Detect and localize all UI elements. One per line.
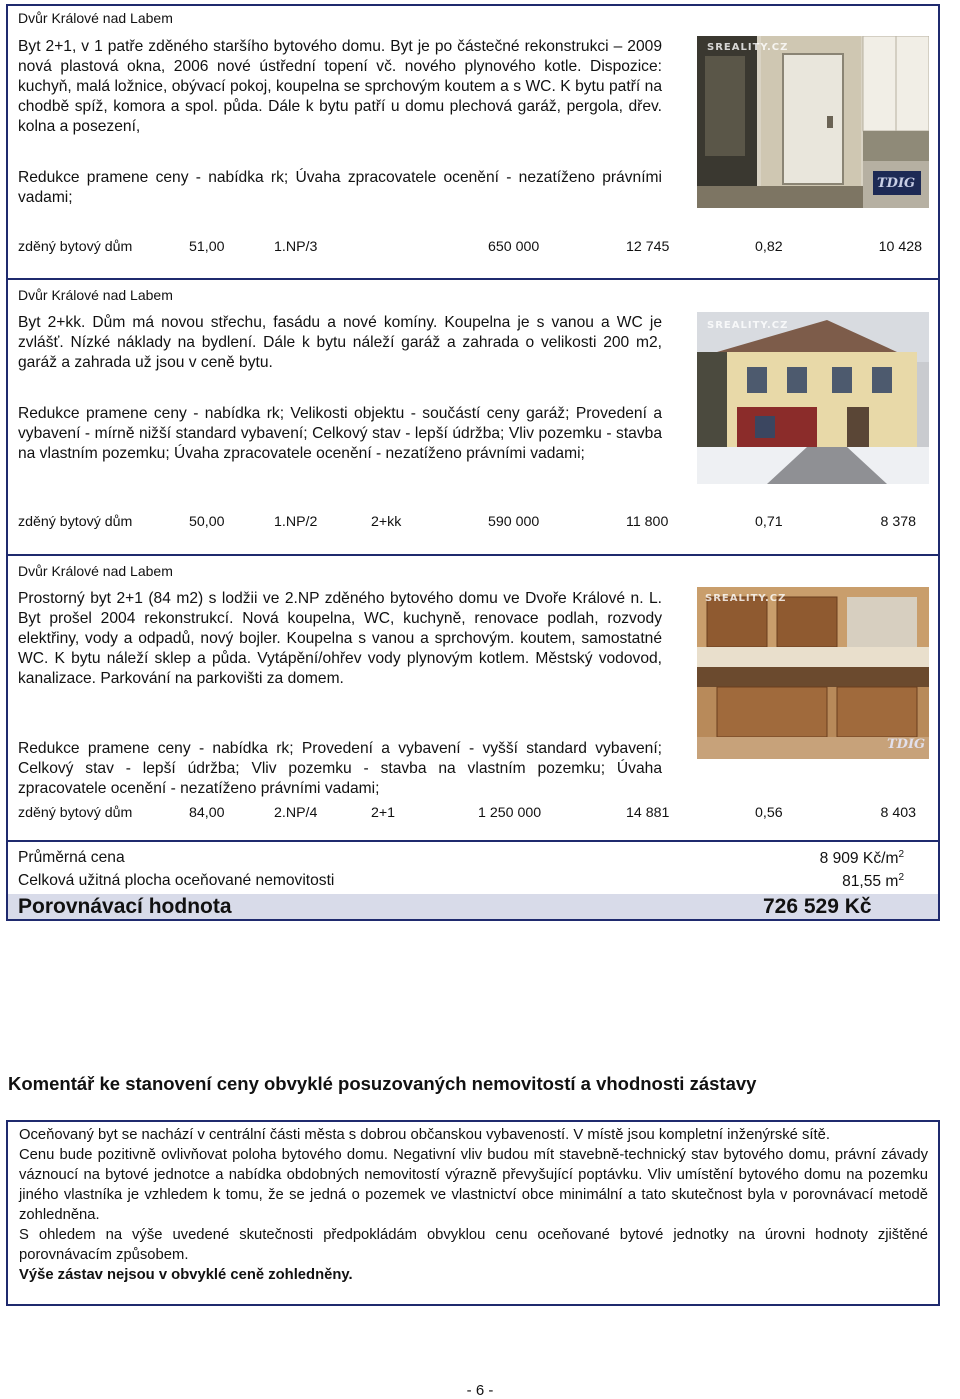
photo-watermark: SREALITY.CZ [705,593,787,604]
unit-price: 12 745 [626,239,670,255]
adjusted-price: 10 428 [878,239,922,255]
listing-city: Dvůr Králové nad Labem [18,10,173,26]
listing-data-row [18,514,922,534]
listing-description: Prostorný byt 2+1 (84 m2) s lodžii ve 2.NP zděného bytového domu ve Dvoře Králové n. L. Byt prošel 2004 rekonstrukcí. Nová koupelna, WC, kuchyně, renovace podlah, rozvody elektřiny, vody a odpadů, nový bojler. Koupelna s vanou a sprchovým. koutem, samostatné WC. K bytu náleží sklep a půda. Vytápění/ohřev vody plynovým kotlem. Městský vodovod, kanalizace. Parkování na parkovišti za domem. [18,590,662,687]
listing-city: Dvůr Králové nad Labem [18,563,173,579]
usable-area-label: Celková užitná plocha oceňované nemovitosti [18,872,335,889]
floor-area: 84,00 [189,805,225,821]
usable-area-value: 81,55 m [842,873,899,891]
adjusted-price: 8 403 [880,805,916,821]
comment-heading: Komentář ke stanovení ceny obvyklé posuzovaných nemovitostí a vhodnosti zástavy [8,1073,757,1094]
photo-logo: TDIG [887,737,926,752]
building-type: zděný bytový dům [18,805,133,821]
floor-area: 50,00 [189,514,225,530]
price: 1 250 000 [478,805,542,821]
photo-watermark: SREALITY.CZ [707,320,789,331]
average-price-row [18,849,922,867]
listing-reduction: Redukce pramene ceny - nabídka rk; Velikosti objektu - součástí ceny garáž; Provedení a vybavení - mírně nižší standard vybavení; Celkový stav - lepší údržba; Vliv pozemku - stavba na vlastním pozemku; Úvaha zpracovatele ocenění - nezatíženo právními vadami; [18,405,662,462]
listing-divider [6,840,940,842]
comparative-value-label: Porovnávací hodnota [18,895,232,918]
price: 590 000 [488,514,540,530]
listing-data-row [18,239,922,259]
listing-photo-house-exterior [697,312,929,484]
listing-data-row [18,805,922,825]
listing-photo-kitchen-interior [697,36,929,208]
average-price-value: 8 909 Kč/m [819,850,899,868]
comment-paragraph: S ohledem na výše uvedené skutečnosti předpokládám obvyklou cenu oceňované bytové jednotky na úrovni hodnoty zjištěné porovnávacím způsobem. [19,1227,928,1263]
floor: 1.NP/2 [274,514,318,530]
layout: 2+kk [371,514,402,530]
comparative-value-row [8,894,938,919]
listing-description: Byt 2+kk. Dům má novou střechu, fasádu a nové komíny. Koupelna je s vanou a WC je zvlášť. Nízké náklady na bydlení. Dále k bytu náleží garáž a zahrada o velikosti 200 m2, garáž a zahrada už jsou v ceně bytu. [18,314,662,371]
coefficient: 0,82 [755,239,783,255]
listing-reduction: Redukce pramene ceny - nabídka rk; Úvaha zpracovatele ocenění - nezatíženo právními vadami; [18,169,662,206]
coefficient: 0,71 [755,514,783,530]
floor-area: 51,00 [189,239,225,255]
photo-watermark: SREALITY.CZ [707,42,789,53]
listing-description: Byt 2+1, v 1 patře zděného staršího bytového domu. Byt je po částečné rekonstrukci – 2009 nová plastová okna, 2006 nové ústřední topení vč. nového plynového kotle. Dispozice: kuchyň, malá ložnice, obývací pokoj, koupelna se sprchovým koutem a s WC. K bytu patří na chodbě spíž, komora a spol. půda. Dále k bytu patří u domu plechová garáž, pergola, dřev. kolna a posezení, [18,38,662,135]
listing-city: Dvůr Králové nad Labem [18,287,173,303]
listing-divider [6,278,940,280]
comment-paragraph: Cenu bude pozitivně ovlivňovat poloha bytového domu. Negativní vliv budou mít stavebně-technický stav bytového domu, právní závady váznoucí na bytové jednotce a nabídka obdobných nemovitostí výrazně převyšující poptávku. Vliv umístění bytového domu na pozemku jiného vlastníka je vzhledem k tomu, že se jedná o pozemek ve vlastnictví obce minimální a tato skutečnost byla v porovnávací metodě zohledněna. [19,1147,928,1223]
average-price-label: Průměrná cena [18,849,125,866]
unit-price: 14 881 [626,805,670,821]
usable-area-exponent: 2 [898,872,904,883]
usable-area-row [18,872,922,890]
comment-conclusion: Výše zástav nejsou v obvyklé ceně zohledněny. [19,1267,353,1283]
coefficient: 0,56 [755,805,783,821]
comparative-value-amount: 726 529 Kč [763,895,872,918]
listing-divider [6,554,940,556]
unit-price: 11 800 [626,514,669,530]
layout: 2+1 [371,805,396,821]
average-price-exponent: 2 [898,849,904,860]
listing-reduction: Redukce pramene ceny - nabídka rk; Provedení a vybavení - vyšší standard vybavení; Celkový stav - lepší údržba; Vliv pozemku - stavba na vlastním pozemku; Úvaha zpracovatele ocenění - nezatíženo právními vadami; [18,740,662,797]
price: 650 000 [488,239,540,255]
comment-box [6,1120,940,1306]
page-number: - 6 - [466,1382,494,1399]
building-type: zděný bytový dům [18,239,133,255]
floor: 2.NP/4 [274,805,318,821]
listing-photo-kitchen [697,587,929,759]
adjusted-price: 8 378 [880,514,916,530]
photo-logo: TDIG [877,176,916,191]
comment-paragraph: Oceňovaný byt se nachází v centrální části města s dobrou občanskou vybaveností. V místě jsou kompletní inženýrské sítě. [19,1127,830,1143]
floor: 1.NP/3 [274,239,318,255]
building-type: zděný bytový dům [18,514,133,530]
